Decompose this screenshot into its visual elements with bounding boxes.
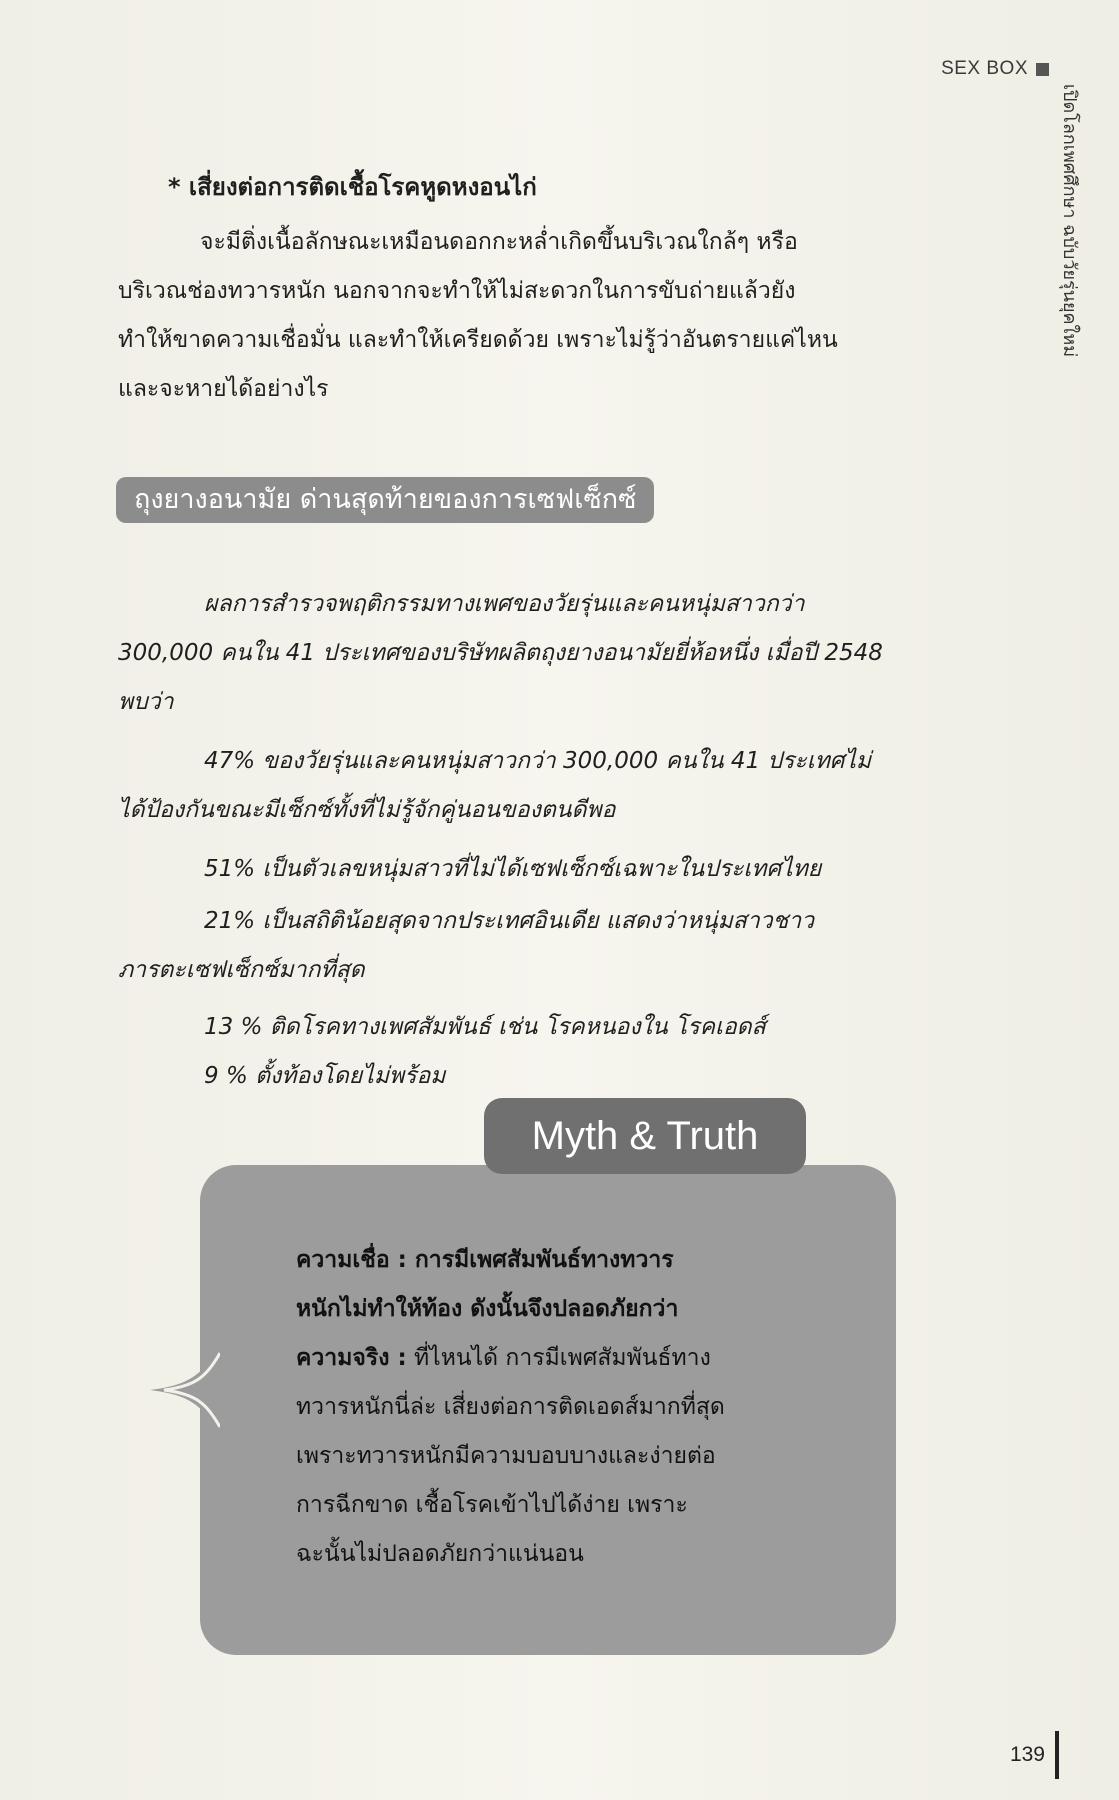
condom-section-banner: ถุงยางอนามัย ด่านสุดท้ายของการเซฟเซ็กซ์ — [116, 477, 654, 523]
risk-paragraph-line: จะมีติ่งเนื้อลักษณะเหมือนดอกกะหล่ำเกิดขึ้นบริเวณใกล้ๆ หรือ — [200, 229, 798, 255]
truth-label: ความจริง : — [296, 1345, 407, 1371]
risk-heading: * เสี่ยงต่อการติดเชื้อโรคหูดหงอนไก่ — [168, 173, 537, 201]
myth-truth-content — [296, 1236, 806, 1579]
page-bar — [1055, 1731, 1059, 1779]
risk-paragraph — [118, 218, 978, 414]
survey-line: 300,000 คนใน 41 ประเทศของบริษัทผลิตถุงยางอนามัยยี่ห้อหนึ่ง เมื่อปี 2548 — [118, 640, 883, 666]
belief-line: ความเชื่อ : การมีเพศสัมพันธ์ทางทวาร — [296, 1247, 674, 1273]
risk-paragraph-line: และจะหายได้อย่างไร — [118, 376, 329, 402]
running-header — [941, 58, 1049, 80]
survey-line: 51% เป็นตัวเลขหนุ่มสาวที่ไม่ได้เซฟเซ็กซ์เฉพาะในประเทศไทย — [204, 856, 822, 882]
side-title-text: เปิดโลกเพศศึกษา ฉบับวัยรุ่นยุคใหม่ — [1059, 83, 1081, 357]
survey-line: 9 % ตั้งท้องโดยไม่พร้อม — [204, 1063, 446, 1089]
truth-line: ฉะนั้นไม่ปลอดภัยกว่าแน่นอน — [296, 1541, 584, 1567]
survey-line: 13 % ติดโรคทางเพศสัมพันธ์ เช่น โรคหนองใน โรคเอดส์ — [204, 1014, 766, 1040]
truth-line: การฉีกขาด เชื้อโรคเข้าไปได้ง่าย เพราะ — [296, 1492, 688, 1518]
truth-line: เพราะทวารหนักมีความบอบบางและง่ายต่อ — [296, 1443, 716, 1469]
stat-51-paragraph — [118, 845, 988, 894]
survey-line: ภารตะเซฟเซ็กซ์มากที่สุด — [118, 957, 365, 983]
quote-arrow-icon — [150, 1345, 220, 1435]
truth-first-line — [296, 1334, 806, 1383]
survey-line: 21% เป็นสถิติน้อยสุดจากประเทศอินเดีย แสดงว่าหนุ่มสาวชาว — [204, 908, 815, 934]
page-number-text: 139 — [1009, 1743, 1045, 1766]
survey-line: 47% ของวัยรุ่นและคนหนุ่มสาวกว่า 300,000 คนใน 41 ประเทศไม่ — [204, 748, 872, 774]
truth-line: ทวารหนักนี่ล่ะ เสี่ยงต่อการติดเอดส์มากที่สุด — [296, 1394, 725, 1420]
truth-text: ที่ไหนได้ การมีเพศสัมพันธ์ทาง — [406, 1345, 711, 1371]
stat-47-paragraph — [118, 737, 988, 835]
survey-line: พบว่า — [118, 689, 174, 715]
belief-line: หนักไม่ทำให้ท้อง ดังนั้นจึงปลอดภัยกว่า — [296, 1296, 679, 1322]
survey-line: ได้ป้องกันขณะมีเซ็กซ์ทั้งที่ไม่รู้จักคู่นอนของตนดีพอ — [118, 797, 616, 823]
myth-truth-tab: Myth & Truth — [484, 1098, 806, 1174]
header-label-text: SEX BOX — [941, 58, 1028, 79]
survey-paragraph — [118, 580, 988, 727]
survey-line: ผลการสำรวจพฤติกรรมทางเพศของวัยรุ่นและคนหนุ่มสาวกว่า — [204, 591, 805, 617]
stat-13-paragraph — [118, 1003, 988, 1101]
risk-paragraph-line: บริเวณช่องทวารหนัก นอกจากจะทำให้ไม่สะดวกในการขับถ่ายแล้วยัง — [118, 278, 796, 304]
page-number — [1010, 1731, 1059, 1779]
stat-21-paragraph — [118, 897, 988, 995]
risk-paragraph-line: ทำให้ขาดความเชื่อมั่น และทำให้เครียดด้วย เพราะไม่รู้ว่าอันตรายแค่ไหน — [118, 327, 838, 353]
vertical-book-title — [1041, 60, 1101, 380]
